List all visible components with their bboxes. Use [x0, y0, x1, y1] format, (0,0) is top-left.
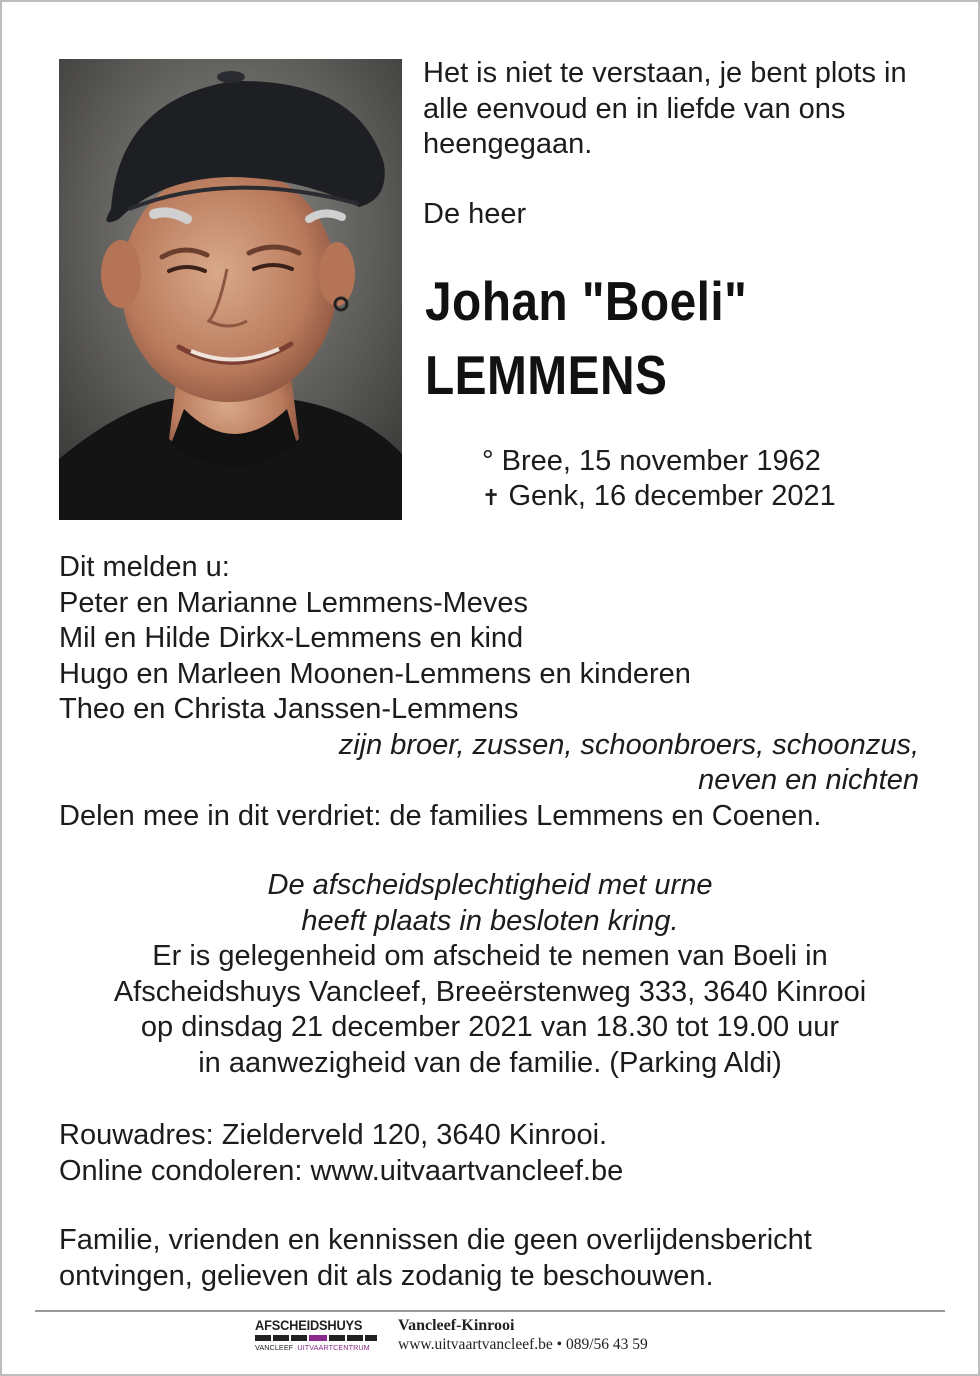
ceremony-line: in aanwezigheid van de familie. (Parking Aldi) [198, 1046, 782, 1079]
logo-sub-left: VANCLEEF [255, 1343, 294, 1352]
notice-line: ontvingen, gelieven dit als zodanig te beschouwen. [59, 1259, 714, 1292]
mourning-address: Rouwadres: Zielderveld 120, 3640 Kinrooi. [59, 1119, 608, 1151]
death-line [482, 479, 836, 515]
shared-grief: Delen mee in dit verdriet: de families Lemmens en Coenen. [59, 799, 822, 832]
ceremony-line: De afscheidsplechtigheid met urne [267, 869, 713, 901]
family-intro: Dit melden u: [59, 551, 230, 583]
portrait-photo [59, 59, 402, 520]
relation-line: zijn broer, zussen, schoonbroers, schoonzus, [338, 728, 919, 761]
death-date: Genk, 16 december 2021 [508, 480, 836, 512]
online-condolence: Online condoleren: www.uitvaartvancleef.be [59, 1154, 624, 1187]
ceremony-block [59, 868, 921, 1081]
birth-date: ° Bree, 15 november 1962 [482, 445, 821, 477]
footer-divider [35, 1310, 945, 1312]
dates [482, 444, 836, 515]
addresses [59, 1118, 929, 1189]
family-member: Mil en Hilde Dirkx-Lemmens en kind [59, 622, 524, 654]
family-member: Theo en Christa Janssen-Lemmens [59, 693, 519, 725]
afscheidshuys-logo [255, 1318, 382, 1358]
intro-text: Het is niet te verstaan, je bent plots in alle eenvoud en in liefde van ons heengegaan. [423, 57, 907, 160]
logo-title: AFSCHEIDSHUYS [255, 1318, 363, 1333]
ceremony-line: op dinsdag 21 december 2021 van 18.30 tot 19.00 uur [140, 1011, 840, 1043]
salutation: De heer [423, 198, 527, 230]
ceremony-line: Er is gelegenheid om afscheid te nemen van Boeli in [152, 940, 828, 972]
first-name: Johan "Boeli" [425, 270, 748, 332]
ceremony-line: Afscheidshuys Vancleef, Breeërstenweg 333, 3640 Kinrooi [113, 975, 867, 1008]
deceased-name [425, 264, 877, 412]
notice-line: Familie, vrienden en kennissen die geen overlijdensbericht [59, 1224, 812, 1256]
ceremony-line: heeft plaats in besloten kring. [301, 904, 679, 937]
family-member: Hugo en Marleen Moonen-Lemmens en kinderen [59, 657, 691, 690]
cross-icon: ✝ [482, 485, 501, 510]
logo-bars [255, 1335, 382, 1341]
family-block [59, 550, 929, 834]
family-member: Peter en Marianne Lemmens-Meves [59, 586, 529, 619]
footer-contact: www.uitvaartvancleef.be • 089/56 43 59 [398, 1336, 648, 1353]
last-name: LEMMENS [425, 344, 668, 406]
notice [59, 1223, 929, 1294]
logo-sub-right: UITVAARTCENTRUM [297, 1343, 370, 1352]
logo-subtitle [255, 1343, 382, 1352]
relation-line: neven en nichten [698, 764, 919, 796]
footer-company: Vancleef-Kinrooi [398, 1317, 515, 1334]
